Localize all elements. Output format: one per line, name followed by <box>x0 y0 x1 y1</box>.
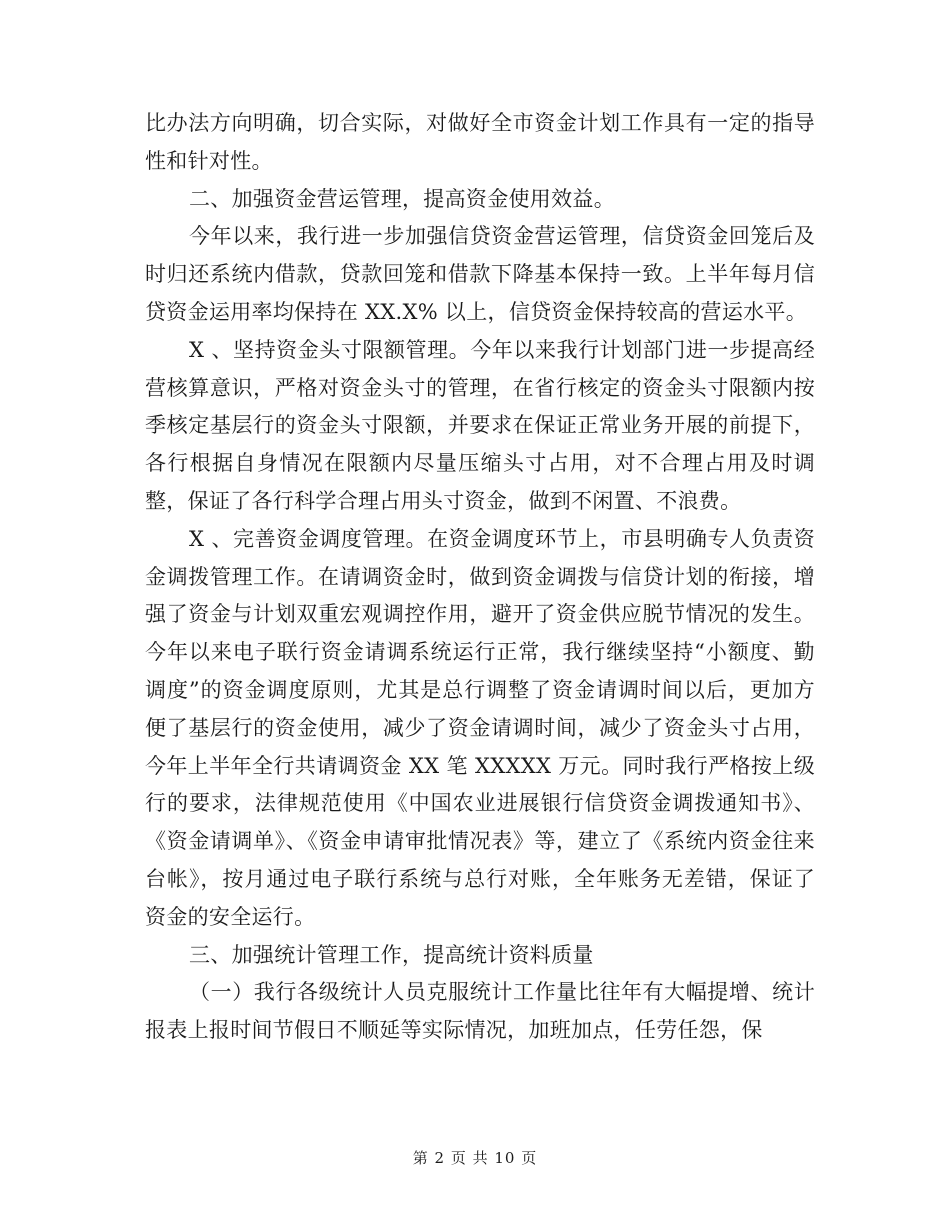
paragraph-fund-operation: 今年以来，我行进一步加强信贷资金营运管理，信贷资金回笼后及时归还系统内借款，贷款回笼和借款下降基本保持一致。上半年每月信贷资金运用率均保持在 XX.X% 以上，信贷资金保持较高的营运水平。 <box>145 224 815 324</box>
paragraph-statistics: （一）我行各级统计人员克服统计工作量比往年有大幅提增、统计报表上报时间节假日不顺延等实际情况，加班加点，任劳任怨，保 <box>145 980 815 1043</box>
paragraph-fund-dispatch: X 、完善资金调度管理。在资金调度环节上，市县明确专人负责资金调拨管理工作。在请调资金时，做到资金调拨与信贷计划的衔接，增强了资金与计划双重宏观调控作用，避开了资金供应脱节情况的发生。今年以来电子联行资金请调系统运行正常，我行继续坚持“小额度、勤调度”的资金调度原则，尤其是总行调整了资金请调时间以后，更加方便了基层行的资金使用，减少了资金请调时间，减少了资金头寸占用，今年上半年全行共请调资金 XX 笔 XXXXX 万元。同时我行严格按上级行的要求，法律规范使用《中国农业进展银行信贷资金调拨通知书》、《资金请调单》、《资金申请审批情况表》等，建立了《系统内资金往来台帐》，按月通过电子联行系统与总行对账，全年账务无差错，保证了资金的安全运行。 <box>145 526 815 929</box>
section-heading-3: 三、加强统计管理工作，提高统计资料质量 <box>189 942 594 967</box>
paragraph-position-limit: X 、坚持资金头寸限额管理。今年以来我行计划部门进一步提高经营核算意识，严格对资金头寸的管理，在省行核定的资金头寸限额内按季核定基层行的资金头寸限额，并要求在保证正常业务开展的前提下，各行根据自身情况在限额内尽量压缩头寸占用，对不合理占用及时调整，保证了各行科学合理占用头寸资金，做到不闲置、不浪费。 <box>145 337 815 513</box>
page-number-footer: 第 2 页 共 10 页 <box>412 1149 538 1167</box>
document-body <box>145 105 815 1050</box>
paragraph-continuation: 比办法方向明确，切合实际，对做好全市资金计划工作具有一定的指导性和针对性。 <box>145 111 815 173</box>
section-heading-2: 二、加强资金营运管理，提高资金使用效益。 <box>189 186 615 211</box>
